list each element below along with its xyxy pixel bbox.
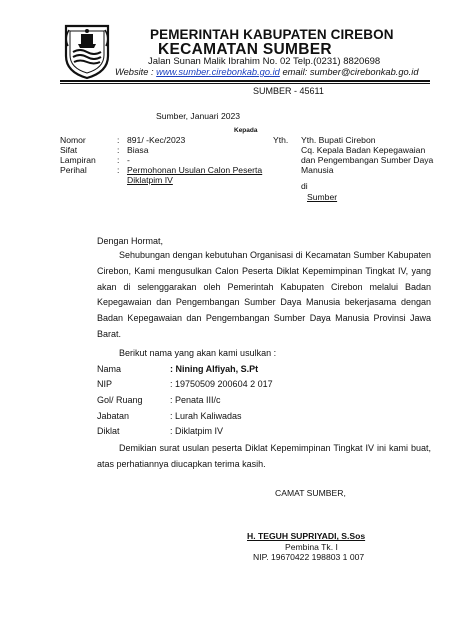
list-intro: Berikut nama yang akan kami usulkan : [119,348,277,358]
salutation: Dengan Hormat, [97,236,164,246]
recipient-place: Sumber [307,192,338,202]
place-date: Sumber, Januari 2023 [156,111,241,121]
meta-label-sifat: Sifat [60,145,78,155]
candidate-label-golongan: Gol/ Ruang [97,395,143,405]
candidate-label-diklat: Diklat [97,426,120,436]
candidate-value-diklat: : Diklatpim IV [170,426,224,436]
meta-value-perihal-2: Diklatpim IV [127,175,173,185]
signature-title: CAMAT SUMBER, [275,488,346,498]
candidate-value-nip: : 19750509 200604 2 017 [170,379,273,389]
candidate-label-nip: NIP [97,379,113,389]
postal-code: SUMBER - 45611 [253,86,324,96]
header-rule-thin [60,83,430,84]
recipient-line-4: Manusia [301,165,334,175]
signature-rank: Pembina Tk. I [285,542,338,552]
candidate-value-nama: : Nining Alfiyah, S.Pt [170,364,259,374]
meta-label-nomor: Nomor [60,135,86,145]
meta-value-sifat: Biasa [127,145,149,155]
website-prefix: Website : [115,67,157,77]
recipient-yth: Yth. [273,135,289,145]
header-rule-thick [60,80,430,82]
website-link[interactable]: www.sumber.cirebonkab.go.id [156,67,280,77]
recipient-di: di [301,181,308,191]
candidate-value-golongan: : Penata III/c [170,395,221,405]
meta-colon: : [117,145,120,155]
recipient-line-3: dan Pengembangan Sumber Daya [301,155,434,165]
meta-label-perihal: Perihal [60,165,87,175]
kabupaten-cirebon-emblem [62,22,112,80]
email-text: email: sumber@cirebonkab.go.id [279,67,419,77]
candidate-label-nama: Nama [97,364,122,374]
meta-value-nomor: 891/ -Kec/2023 [127,135,186,145]
meta-value-perihal: Permohonan Usulan Calon Peserta [127,165,263,175]
meta-label-lampiran: Lampiran [60,155,96,165]
meta-value-lampiran: - [127,155,130,165]
candidate-label-jabatan: Jabatan [97,411,130,421]
kepada-label: Kepada [234,127,258,134]
paragraph-1: Sehubungan dengan kebutuhan Organisasi di Kecamatan Sumber Kabupaten Cirebon, Kami mengusulkan Calon Peserta Diklat Kepemimpinan Tingkat IV, yang akan di selenggarakan oleh Pemerintah Kabupaten Cirebon melalui Badan Kepegawaian dan Pengembangan Sumber Daya Manusia bekerjasama dengan Badan Kepegawaian dan Pengembangan Sumber Daya Manusia Provinsi Jawa Barat. [97,250,431,339]
meta-colon: : [117,155,120,165]
kop-line-2: KECAMATAN SUMBER [158,41,332,58]
signature-name: H. TEGUH SUPRIYADI, S.Sos [247,531,366,541]
recipient-line-2: Cq. Kepala Badan Kepegawaian [301,145,426,155]
kop-contact [115,67,419,77]
candidate-value-jabatan: : Lurah Kaliwadas [170,411,242,421]
closing-paragraph: Demikian surat usulan peserta Diklat Kepemimpinan Tingkat IV ini kami buat, atas perhatiannya diucapkan terima kasih. [97,443,431,469]
meta-colon: : [117,165,120,175]
signature-nip: NIP. 19670422 198803 1 007 [253,552,365,562]
meta-colon: : [117,135,120,145]
recipient-line-1: Yth. Bupati Cirebon [301,135,376,145]
kop-line-1: PEMERINTAH KABUPATEN CIREBON [150,27,394,42]
kop-address: Jalan Sunan Malik Ibrahim No. 02 Telp.(0231) 8820698 [148,56,381,67]
